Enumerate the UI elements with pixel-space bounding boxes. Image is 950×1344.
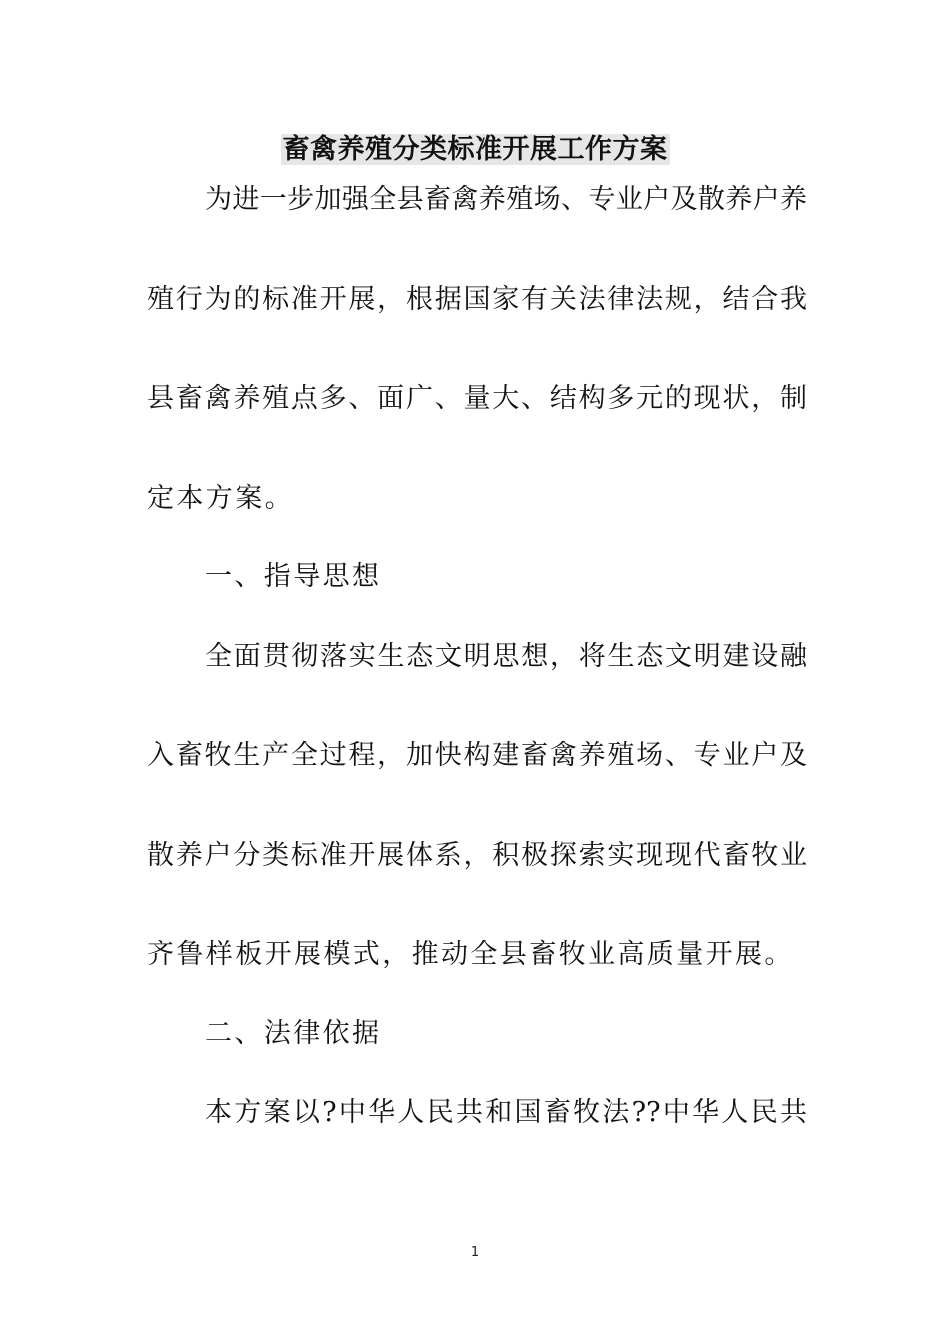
paragraph-line: 入畜牧生产全过程，加快构建畜禽养殖场、专业户及 bbox=[147, 740, 807, 771]
section-heading: 二、法律依据 bbox=[205, 1018, 382, 1049]
paragraph-line: 县畜禽养殖点多、面广、量大、结构多元的现状，制 bbox=[147, 383, 807, 414]
paragraph-line: 齐鲁样板开展模式，推动全县畜牧业高质量开展。 bbox=[147, 939, 794, 970]
paragraph-line: 为进一步加强全县畜禽养殖场、专业户及散养户养 bbox=[205, 184, 807, 215]
paragraph-line: 殖行为的标准开展，根据国家有关法律法规，结合我 bbox=[147, 284, 807, 315]
document-title bbox=[0, 130, 950, 170]
title-text: 畜禽养殖分类标准开展工作方案 bbox=[282, 134, 668, 165]
paragraph-line: 全面贯彻落实生态文明思想，将生态文明建设融 bbox=[205, 641, 807, 672]
paragraph-line: 定本方案。 bbox=[147, 483, 294, 514]
paragraph-line: 本方案以?中华人民共和国畜牧法??中华人民共 bbox=[205, 1097, 807, 1128]
section-heading: 一、指导思想 bbox=[205, 561, 382, 592]
page-number: 1 bbox=[470, 1245, 480, 1260]
paragraph-line: 散养户分类标准开展体系，积极探索实现现代畜牧业 bbox=[147, 840, 807, 871]
